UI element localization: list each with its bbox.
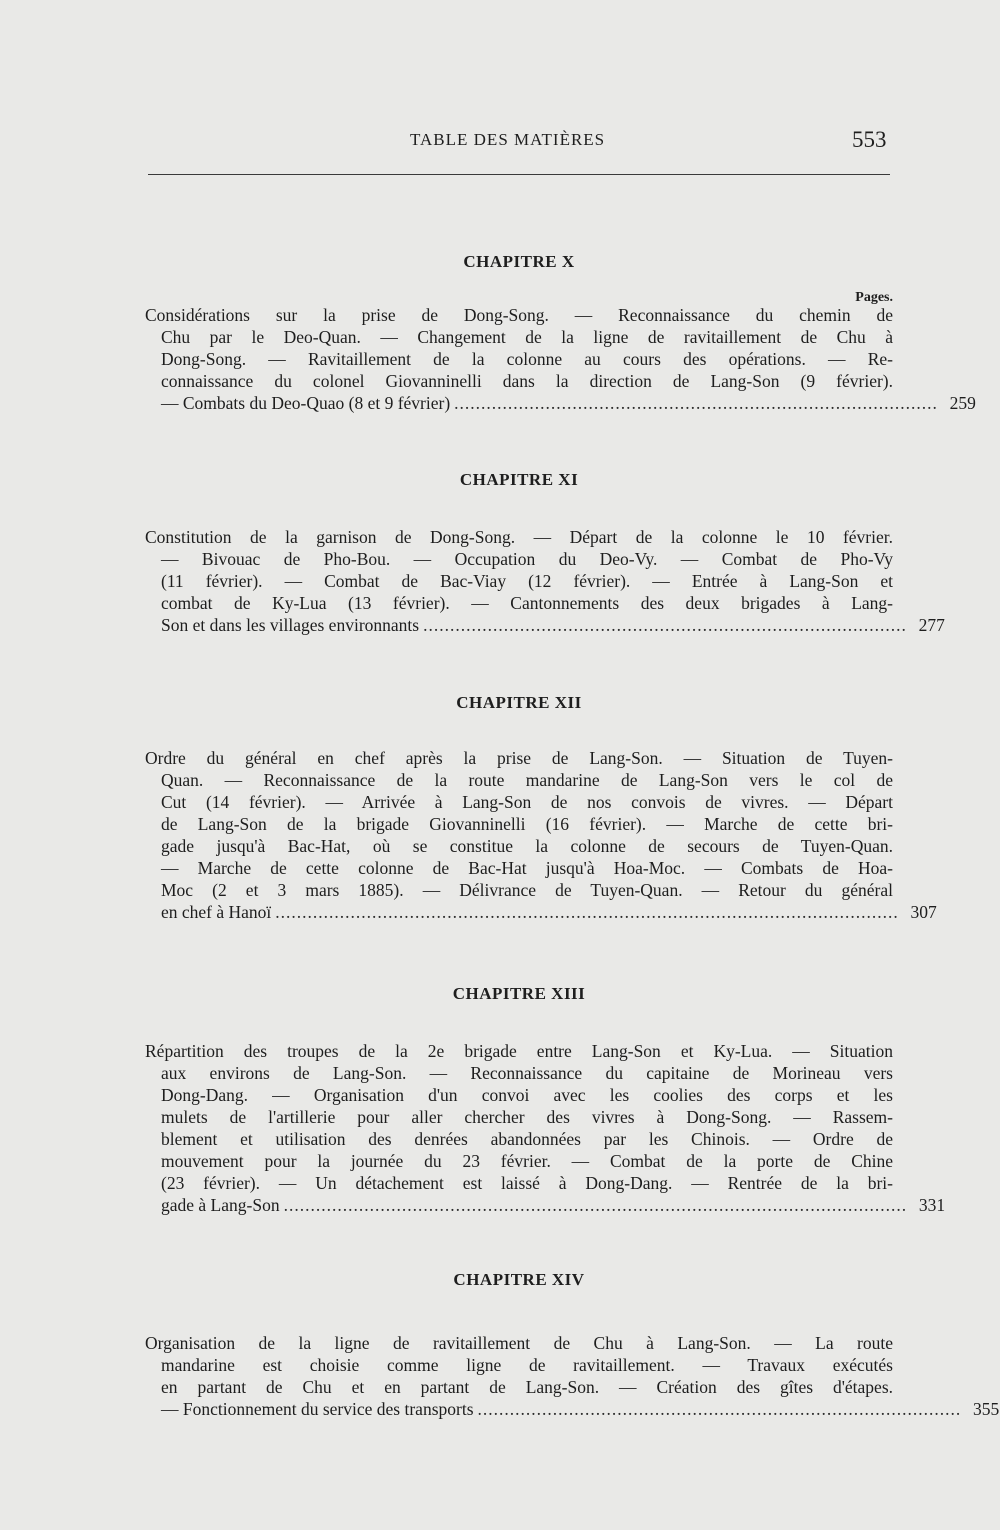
summary-line: gade jusqu'à Bac-Hat, où se constitue la colonne de secours de Tuyen-Quan. xyxy=(161,836,893,856)
summary-last-line xyxy=(145,614,945,636)
summary-line: Quan. — Reconnaissance de la route mandarine de Lang-Son vers le col de xyxy=(161,770,893,790)
chapter-page-number: 277 xyxy=(918,615,945,635)
summary-line: (23 février). — Un détachement est laissé à Dong-Dang. — Rentrée de la bri- xyxy=(161,1173,893,1193)
summary-line: gade à Lang-Son xyxy=(161,1195,280,1215)
summary-line: — Marche de cette colonne de Bac-Hat jusqu'à Hoa-Moc. — Combats de Hoa- xyxy=(161,858,893,878)
pages-column-label: Pages. xyxy=(855,290,893,305)
chapter-page-number: 307 xyxy=(910,902,937,922)
chapter-summary xyxy=(145,1040,946,1216)
dot-leader: .......................................................................................... xyxy=(454,393,938,413)
chapter-heading: CHAPITRE XI xyxy=(459,470,579,489)
chapter-summary xyxy=(145,747,937,923)
dot-leader: .......................................................................................... xyxy=(477,1399,962,1419)
summary-line: (11 février). — Combat de Bac-Viay (12 février). — Entrée à Lang-Son et xyxy=(161,571,893,591)
chapter-heading: CHAPITRE XIV xyxy=(453,1270,585,1289)
summary-line: Dong-Dang. — Organisation d'un convoi avec les coolies des corps et les xyxy=(161,1085,893,1105)
summary-line: Moc (2 et 3 mars 1885). — Délivrance de Tuyen-Quan. — Retour du général xyxy=(161,880,893,900)
summary-line: — Combats du Deo-Quao (8 et 9 février) xyxy=(161,393,451,413)
dot-leader: .................................................................................................................... xyxy=(275,902,899,922)
summary-line: Cut (14 février). — Arrivée à Lang-Son de nos convois de vivres. — Départ xyxy=(161,792,893,812)
chapter-page-number: 259 xyxy=(949,393,976,413)
summary-line: Son et dans les villages environnants xyxy=(161,615,420,635)
chapter-heading: CHAPITRE XIII xyxy=(452,984,586,1003)
summary-last-line xyxy=(145,1398,1000,1420)
chapter-page-number: 355 xyxy=(973,1399,1000,1419)
running-header-title: TABLE DES MATIÈRES xyxy=(410,130,606,149)
summary-line: en chef à Hanoï xyxy=(161,902,272,922)
summary-line: — Bivouac de Pho-Bou. — Occupation du Deo-Vy. — Combat de Pho-Vy xyxy=(161,549,893,569)
summary-line: Considérations sur la prise de Dong-Song. — Reconnaissance du chemin de xyxy=(145,305,893,325)
summary-line: Chu par le Deo-Quan. — Changement de la ligne de ravitaillement de Chu à xyxy=(161,327,893,347)
summary-line: mandarine est choisie comme ligne de ravitaillement. — Travaux exécutés xyxy=(161,1355,893,1375)
chapter-summary xyxy=(145,304,976,414)
summary-line: blement et utilisation des denrées abandonnées par les Chinois. — Ordre de xyxy=(161,1129,893,1149)
summary-line: mulets de l'artillerie pour aller chercher des vivres à Dong-Song. — Rassem- xyxy=(161,1107,893,1127)
summary-line: Ordre du général en chef après la prise de Lang-Son. — Situation de Tuyen- xyxy=(145,748,893,768)
summary-line: de Lang-Son de la brigade Giovanninelli (16 février). — Marche de cette bri- xyxy=(161,814,893,834)
header-rule xyxy=(148,174,890,175)
summary-last-line xyxy=(145,392,976,414)
summary-line: mouvement pour la journée du 23 février. — Combat de la porte de Chine xyxy=(161,1151,893,1171)
summary-line: connaissance du colonel Giovanninelli dans la direction de Lang-Son (9 février). xyxy=(161,371,893,391)
summary-line: Dong-Song. — Ravitaillement de la colonne au cours des opérations. — Re- xyxy=(161,349,893,369)
summary-line: Répartition des troupes de la 2e brigade entre Lang-Son et Ky-Lua. — Situation xyxy=(145,1041,893,1061)
summary-line: aux environs de Lang-Son. — Reconnaissance du capitaine de Morineau vers xyxy=(161,1063,893,1083)
summary-line: combat de Ky-Lua (13 février). — Cantonnements des deux brigades à Lang- xyxy=(161,593,893,613)
summary-line: Organisation de la ligne de ravitaillement de Chu à Lang-Son. — La route xyxy=(145,1333,893,1353)
chapter-summary xyxy=(145,526,945,636)
dot-leader: .......................................................................................... xyxy=(423,615,907,635)
dot-leader: .................................................................................................................... xyxy=(283,1195,908,1215)
summary-line: Constitution de la garnison de Dong-Song. — Départ de la colonne le 10 février. xyxy=(145,527,893,547)
summary-line: en partant de Chu et en partant de Lang-Son. — Création des gîtes d'étapes. xyxy=(161,1377,893,1397)
chapter-heading: CHAPITRE XII xyxy=(456,693,582,712)
summary-last-line xyxy=(145,901,937,923)
chapter-summary xyxy=(145,1332,1000,1420)
summary-last-line xyxy=(145,1194,946,1216)
summary-line: — Fonctionnement du service des transports xyxy=(161,1399,474,1419)
page-number: 553 xyxy=(852,127,887,152)
chapter-page-number: 331 xyxy=(918,1195,946,1215)
chapter-heading: CHAPITRE X xyxy=(463,252,575,271)
